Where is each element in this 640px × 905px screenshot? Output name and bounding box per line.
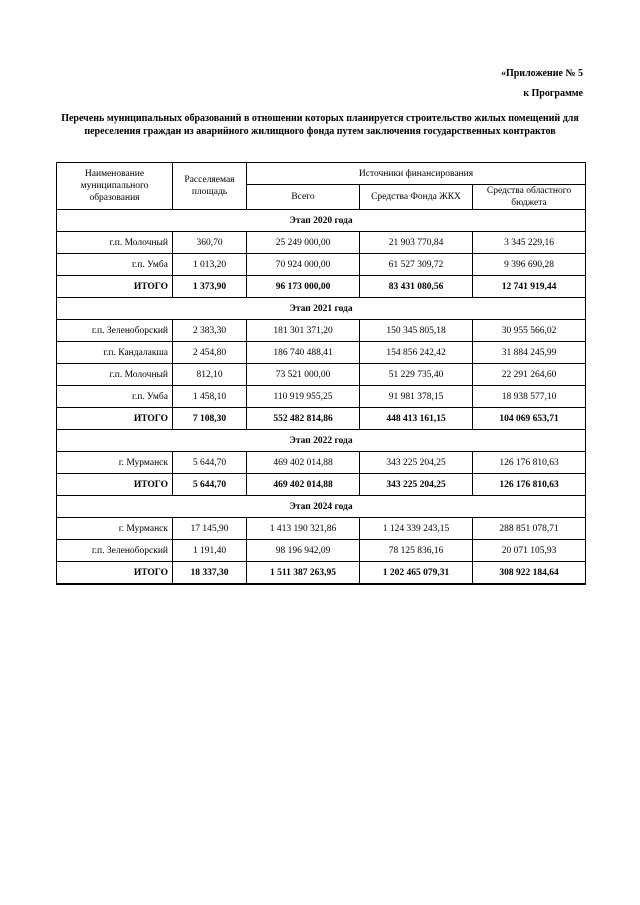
cell-area: 18 337,30 <box>173 562 247 585</box>
cell-area: 7 108,30 <box>173 408 247 430</box>
document-title: Перечень муниципальных образований в отношении которых планируется строительство жилых помещений для переселения граждан из аварийного жилищного фонда путем заключения государственных контрактов <box>61 113 579 137</box>
cell-name: г. Мурманск <box>57 452 173 474</box>
cell-regional: 9 396 690,28 <box>473 254 586 276</box>
table-row <box>57 452 586 474</box>
stage-title: Этап 2020 года <box>57 210 586 232</box>
cell-area: 1 458,10 <box>173 386 247 408</box>
cell-total: 552 482 814,86 <box>247 408 360 430</box>
total-row <box>57 408 586 430</box>
cell-total: 181 301 371,20 <box>247 320 360 342</box>
cell-regional: 31 884 245,99 <box>473 342 586 364</box>
cell-total: 1 511 387 263,95 <box>247 562 360 585</box>
total-row <box>57 276 586 298</box>
cell-fund: 343 225 204,25 <box>360 452 473 474</box>
cell-regional: 126 176 810,63 <box>473 474 586 496</box>
total-row <box>57 474 586 496</box>
cell-fund: 343 225 204,25 <box>360 474 473 496</box>
appendix-line-1: «Приложение № 5 <box>500 68 583 79</box>
cell-regional: 104 069 653,71 <box>473 408 586 430</box>
cell-regional: 20 071 105,93 <box>473 540 586 562</box>
cell-regional: 12 741 919,44 <box>473 276 586 298</box>
total-row <box>57 562 586 585</box>
cell-area: 360,70 <box>173 232 247 254</box>
header-name: Наименование муниципального образования <box>57 163 173 210</box>
cell-fund: 154 856 242,42 <box>360 342 473 364</box>
table-row <box>57 518 586 540</box>
cell-total: 186 740 488,41 <box>247 342 360 364</box>
cell-fund: 78 125 836,16 <box>360 540 473 562</box>
table-row <box>57 364 586 386</box>
cell-total: 98 196 942,09 <box>247 540 360 562</box>
cell-name: ИТОГО <box>57 474 173 496</box>
cell-name: г.п. Умба <box>57 386 173 408</box>
cell-fund: 91 981 378,15 <box>360 386 473 408</box>
cell-name: г.п. Кандалакша <box>57 342 173 364</box>
cell-total: 1 413 190 321,86 <box>247 518 360 540</box>
cell-area: 1 373,90 <box>173 276 247 298</box>
cell-total: 70 924 000,00 <box>247 254 360 276</box>
stage-title: Этап 2024 года <box>57 496 586 518</box>
cell-regional: 3 345 229,16 <box>473 232 586 254</box>
cell-name: г.п. Молочный <box>57 364 173 386</box>
cell-regional: 18 938 577,10 <box>473 386 586 408</box>
cell-regional: 22 291 264,60 <box>473 364 586 386</box>
financing-table <box>56 162 586 585</box>
cell-name: ИТОГО <box>57 276 173 298</box>
cell-regional: 308 922 184,64 <box>473 562 586 585</box>
header-area: Расселяемая площадь <box>173 163 247 210</box>
cell-name: г.п. Умба <box>57 254 173 276</box>
cell-fund: 21 903 770,84 <box>360 232 473 254</box>
cell-total: 469 402 014,88 <box>247 452 360 474</box>
cell-area: 2 383,30 <box>173 320 247 342</box>
cell-fund: 83 431 080,56 <box>360 276 473 298</box>
cell-name: г.п. Молочный <box>57 232 173 254</box>
cell-area: 1 191,40 <box>173 540 247 562</box>
cell-regional: 126 176 810,63 <box>473 452 586 474</box>
table-body <box>57 210 586 585</box>
cell-name: г. Мурманск <box>57 518 173 540</box>
cell-fund: 1 202 465 079,31 <box>360 562 473 585</box>
stage-row <box>57 210 586 232</box>
stage-title: Этап 2021 года <box>57 298 586 320</box>
cell-regional: 30 955 566,02 <box>473 320 586 342</box>
cell-area: 812,10 <box>173 364 247 386</box>
cell-regional: 288 851 078,71 <box>473 518 586 540</box>
cell-area: 17 145,90 <box>173 518 247 540</box>
stage-row <box>57 430 586 452</box>
cell-fund: 1 124 339 243,15 <box>360 518 473 540</box>
cell-name: г.п. Зеленоборский <box>57 320 173 342</box>
table-row <box>57 386 586 408</box>
table-row <box>57 342 586 364</box>
cell-total: 73 521 000,00 <box>247 364 360 386</box>
cell-fund: 61 527 309,72 <box>360 254 473 276</box>
cell-total: 96 173 000,00 <box>247 276 360 298</box>
appendix-line-2: к Программе <box>523 88 583 99</box>
stage-title: Этап 2022 года <box>57 430 586 452</box>
cell-fund: 150 345 805,18 <box>360 320 473 342</box>
header-total: Всего <box>247 185 360 210</box>
cell-name: ИТОГО <box>57 408 173 430</box>
cell-area: 5 644,70 <box>173 474 247 496</box>
cell-name: г.п. Зеленоборский <box>57 540 173 562</box>
cell-total: 469 402 014,88 <box>247 474 360 496</box>
table-row <box>57 232 586 254</box>
table-row <box>57 254 586 276</box>
table-row <box>57 320 586 342</box>
cell-fund: 448 413 161,15 <box>360 408 473 430</box>
header-regional: Средства областного бюджета <box>473 185 586 210</box>
cell-fund: 51 229 735,40 <box>360 364 473 386</box>
appendix-header <box>501 64 583 104</box>
cell-total: 110 919 955,25 <box>247 386 360 408</box>
header-fund: Средства Фонда ЖКХ <box>360 185 473 210</box>
cell-total: 25 249 000,00 <box>247 232 360 254</box>
header-sources: Источники финансирования <box>247 163 586 185</box>
cell-area: 1 013,20 <box>173 254 247 276</box>
cell-area: 2 454,80 <box>173 342 247 364</box>
cell-name: ИТОГО <box>57 562 173 585</box>
stage-row <box>57 298 586 320</box>
stage-row <box>57 496 586 518</box>
cell-area: 5 644,70 <box>173 452 247 474</box>
table-row <box>57 540 586 562</box>
